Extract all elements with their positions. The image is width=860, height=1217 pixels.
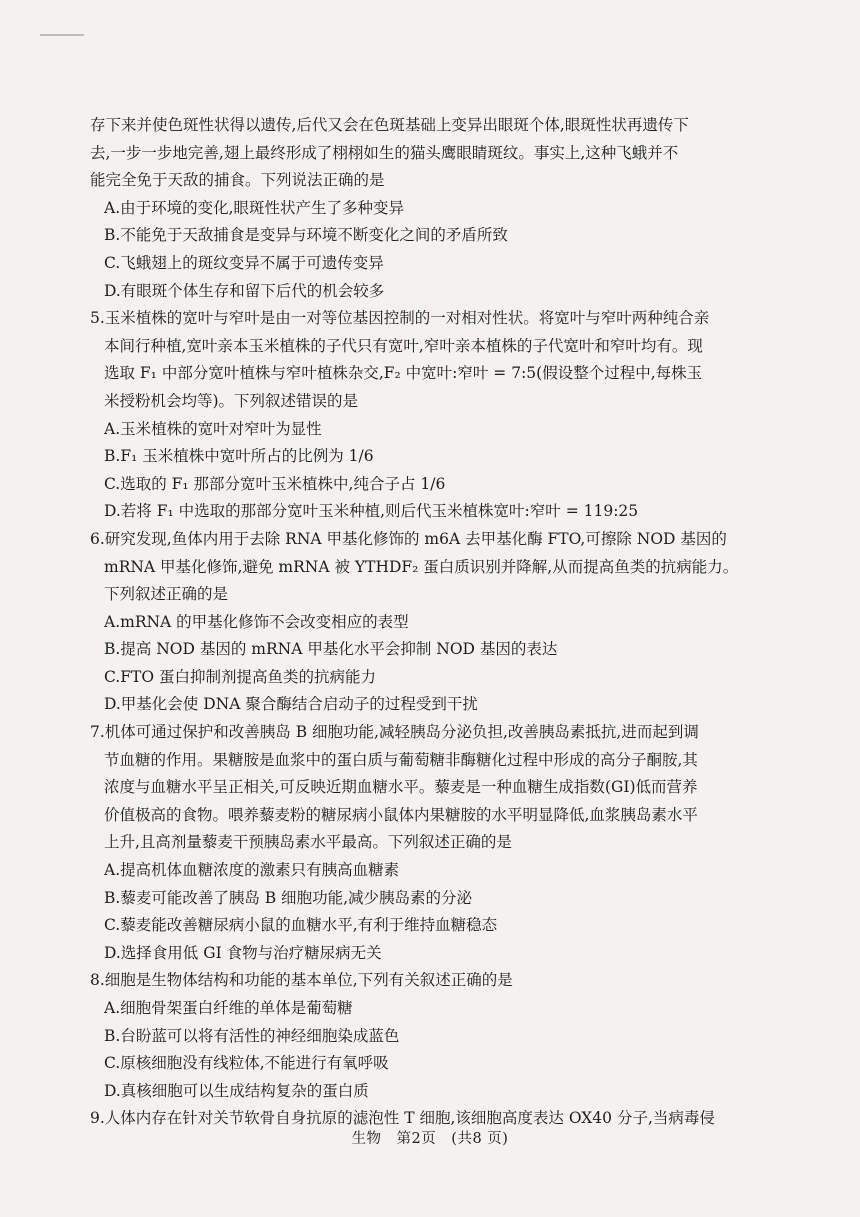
- q6-option-a: A.mRNA 的甲基化修饰不会改变相应的表型: [104, 612, 409, 631]
- q6-option-d: D.甲基化会使 DNA 聚合酶结合启动子的过程受到干扰: [104, 695, 478, 714]
- q4-option-c: C.飞蛾翅上的斑纹变异不属于可遗传变异: [104, 253, 384, 272]
- continuation-line: 存下来并使色斑性状得以遗传,后代又会在色斑基础上变异出眼斑个体,眼斑性状再遗传下: [90, 116, 689, 134]
- page-footer: 生物 第2页 (共8 页): [351, 1131, 509, 1147]
- q7-option-a: A.提高机体血糖浓度的激素只有胰高血糖素: [104, 861, 400, 880]
- q8-option-d: D.真核细胞可以生成结构复杂的蛋白质: [104, 1081, 369, 1100]
- q7-stem-line: 7.机体可通过保护和改善胰岛 B 细胞功能,减轻胰岛分泌负担,改善胰岛素抵抗,进而起到调: [90, 723, 699, 742]
- q7-option-b: B.藜麦可能改善了胰岛 B 细胞功能,减少胰岛素的分泌: [104, 888, 472, 907]
- q8-option-b: B.台盼蓝可以将有活性的神经细胞染成蓝色: [104, 1026, 400, 1045]
- q7-stem-line: 上升,且高剂量藜麦干预胰岛素水平最高。下列叙述正确的是: [104, 833, 512, 852]
- q6-option-b: B.提高 NOD 基因的 mRNA 甲基化水平会抑制 NOD 基因的表达: [104, 640, 558, 659]
- q5-option-b: B.F₁ 玉米植株中宽叶所占的比例为 1/6: [104, 447, 374, 466]
- q6-stem-line: 下列叙述正确的是: [104, 585, 229, 604]
- q7-option-d: D.选择食用低 GI 食物与治疗糖尿病无关: [104, 943, 382, 962]
- q7-stem-line: 节血糖的作用。果糖胺是血浆中的蛋白质与葡萄糖非酶糖化过程中形成的高分子酮胺,其: [104, 750, 698, 769]
- scan-mark: [40, 34, 84, 36]
- q4-option-a: A.由于环境的变化,眼斑性状产生了多种变异: [104, 198, 405, 217]
- q7-option-c: C.藜麦能改善糖尿病小鼠的血糖水平,有利于维持血糖稳态: [104, 916, 498, 935]
- q6-stem-line: 6.研究发现,鱼体内用于去除 RNA 甲基化修饰的 m6A 去甲基化酶 FTO,可擦除 NOD 基因的: [90, 529, 727, 548]
- q5-stem-line: 选取 F₁ 中部分宽叶植株与窄叶植株杂交,F₂ 中宽叶:窄叶 = 7:5(假设整个过程中,每株玉: [104, 364, 703, 383]
- continuation-line: 去,一步一步地完善,翅上最终形成了栩栩如生的猫头鹰眼睛斑纹。事实上,这种飞蛾并不: [90, 143, 679, 162]
- q6-stem-line: mRNA 甲基化修饰,避免 mRNA 被 YTHDF₂ 蛋白质识别并降解,从而提高鱼类的抗病能力。: [104, 557, 739, 576]
- q8-stem-line: 8.细胞是生物体结构和功能的基本单位,下列有关叙述正确的是: [90, 971, 513, 990]
- q4-option-d: D.有眼斑个体生存和留下后代的机会较多: [104, 281, 385, 300]
- q9-stem-line: 9.人体内存在针对关节软骨自身抗原的滤泡性 T 细胞,该细胞高度表达 OX40 分子,当病毒侵: [90, 1109, 715, 1128]
- q5-stem-line: 米授粉机会均等)。下列叙述错误的是: [104, 391, 359, 410]
- q5-stem-line: 本间行种植,宽叶亲本玉米植株的子代只有宽叶,窄叶亲本植株的子代宽叶和窄叶均有。现: [104, 336, 703, 355]
- q7-stem-line: 价值极高的食物。喂养藜麦粉的糖尿病小鼠体内果糖胺的水平明显降低,血浆胰岛素水平: [104, 805, 698, 824]
- q4-option-b: B.不能免于天敌捕食是变异与环境不断变化之间的矛盾所致: [104, 226, 508, 245]
- q5-option-d: D.若将 F₁ 中选取的那部分宽叶玉米种植,则后代玉米植株宽叶:窄叶 = 119:25: [104, 502, 639, 521]
- continuation-line: 能完全免于天敌的捕食。下列说法正确的是: [90, 171, 385, 190]
- q5-option-a: A.玉米植株的宽叶对窄叶为显性: [104, 419, 322, 438]
- exam-content: [90, 112, 830, 1133]
- q6-option-c: C.FTO 蛋白抑制剂提高鱼类的抗病能力: [104, 667, 376, 686]
- q8-option-c: C.原核细胞没有线粒体,不能进行有氧呼吸: [104, 1054, 389, 1073]
- q8-option-a: A.细胞骨架蛋白纤维的单体是葡萄糖: [104, 999, 353, 1017]
- q5-option-c: C.选取的 F₁ 那部分宽叶玉米植株中,纯合子占 1/6: [104, 474, 446, 493]
- q7-stem-line: 浓度与血糖水平呈正相关,可反映近期血糖水平。藜麦是一种血糖生成指数(GI)低而营养: [104, 778, 698, 797]
- q5-stem-line: 5.玉米植株的宽叶与窄叶是由一对等位基因控制的一对相对性状。将宽叶与窄叶两种纯合亲: [90, 309, 710, 328]
